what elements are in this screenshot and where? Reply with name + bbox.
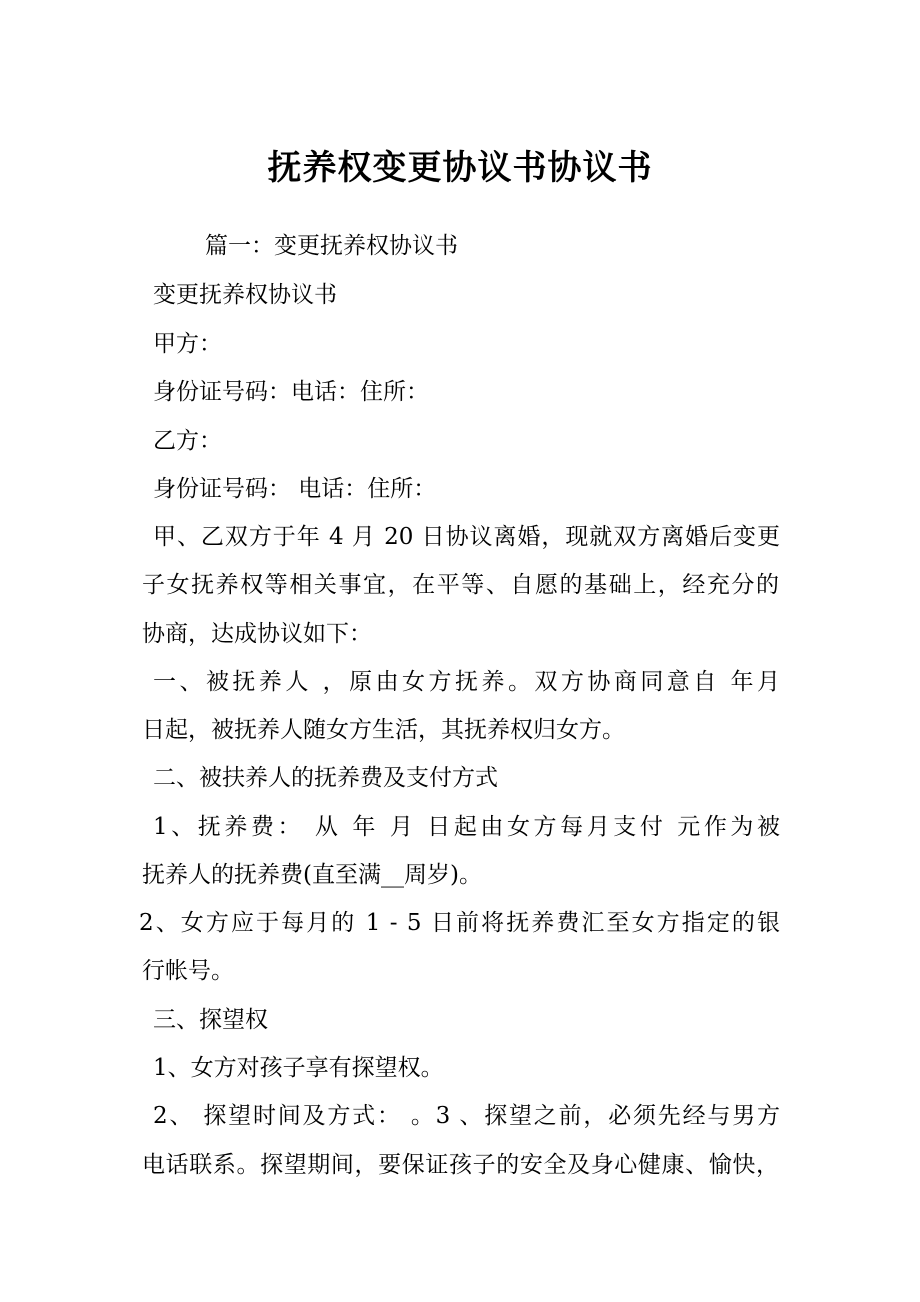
clause-one-line: 日起，被抚养人随女方生活，其抚养权归女方。: [142, 717, 625, 743]
clause-three-item-two: 电话联系。探望期间，要保证孩子的安全及身心健康、愉快，: [142, 1152, 779, 1178]
section-heading-part-one: 篇一：变更抚养权协议书: [205, 233, 458, 259]
party-b-label: 乙方：: [153, 428, 222, 454]
party-b-details: 身份证号码： 电话：住所：: [153, 476, 437, 502]
body-paragraph-line: 协商，达成协议如下：: [142, 621, 372, 647]
document-title: 抚养权变更协议书协议书: [267, 148, 653, 188]
party-a-label: 甲方：: [153, 331, 222, 357]
party-a-details: 身份证号码：电话：住所：: [153, 379, 429, 405]
clause-three-item-two: 2、 探望时间及方式： 。3 、探望之前，必须先经与男方: [153, 1103, 780, 1129]
clause-three-heading: 三、探望权: [153, 1007, 268, 1033]
clause-two-item-one: 1、抚养费： 从 年 月 日起由女方每月支付 元作为被: [153, 814, 780, 840]
agreement-subtitle: 变更抚养权协议书: [153, 282, 337, 308]
clause-one-line: 一、被抚养人 ，原由女方抚养。双方协商同意自 年月: [153, 669, 780, 695]
body-paragraph-line: 甲、乙双方于年 4 月 20 日协议离婚，现就双方离婚后变更: [153, 524, 780, 550]
clause-two-item-two: 2、女方应于每月的 1 - 5 日前将抚养费汇至女方指定的银: [139, 910, 780, 936]
clause-three-item-one: 1、女方对孩子享有探望权。: [153, 1055, 444, 1081]
body-paragraph-line: 子女抚养权等相关事宜，在平等、自愿的基础上，经充分的: [142, 572, 779, 598]
clause-two-item-two: 行帐号。: [142, 958, 234, 984]
clause-two-heading: 二、被扶养人的抚养费及支付方式: [153, 765, 498, 791]
clause-two-item-one: 抚养人的抚养费(直至满__周岁)。: [142, 862, 482, 888]
